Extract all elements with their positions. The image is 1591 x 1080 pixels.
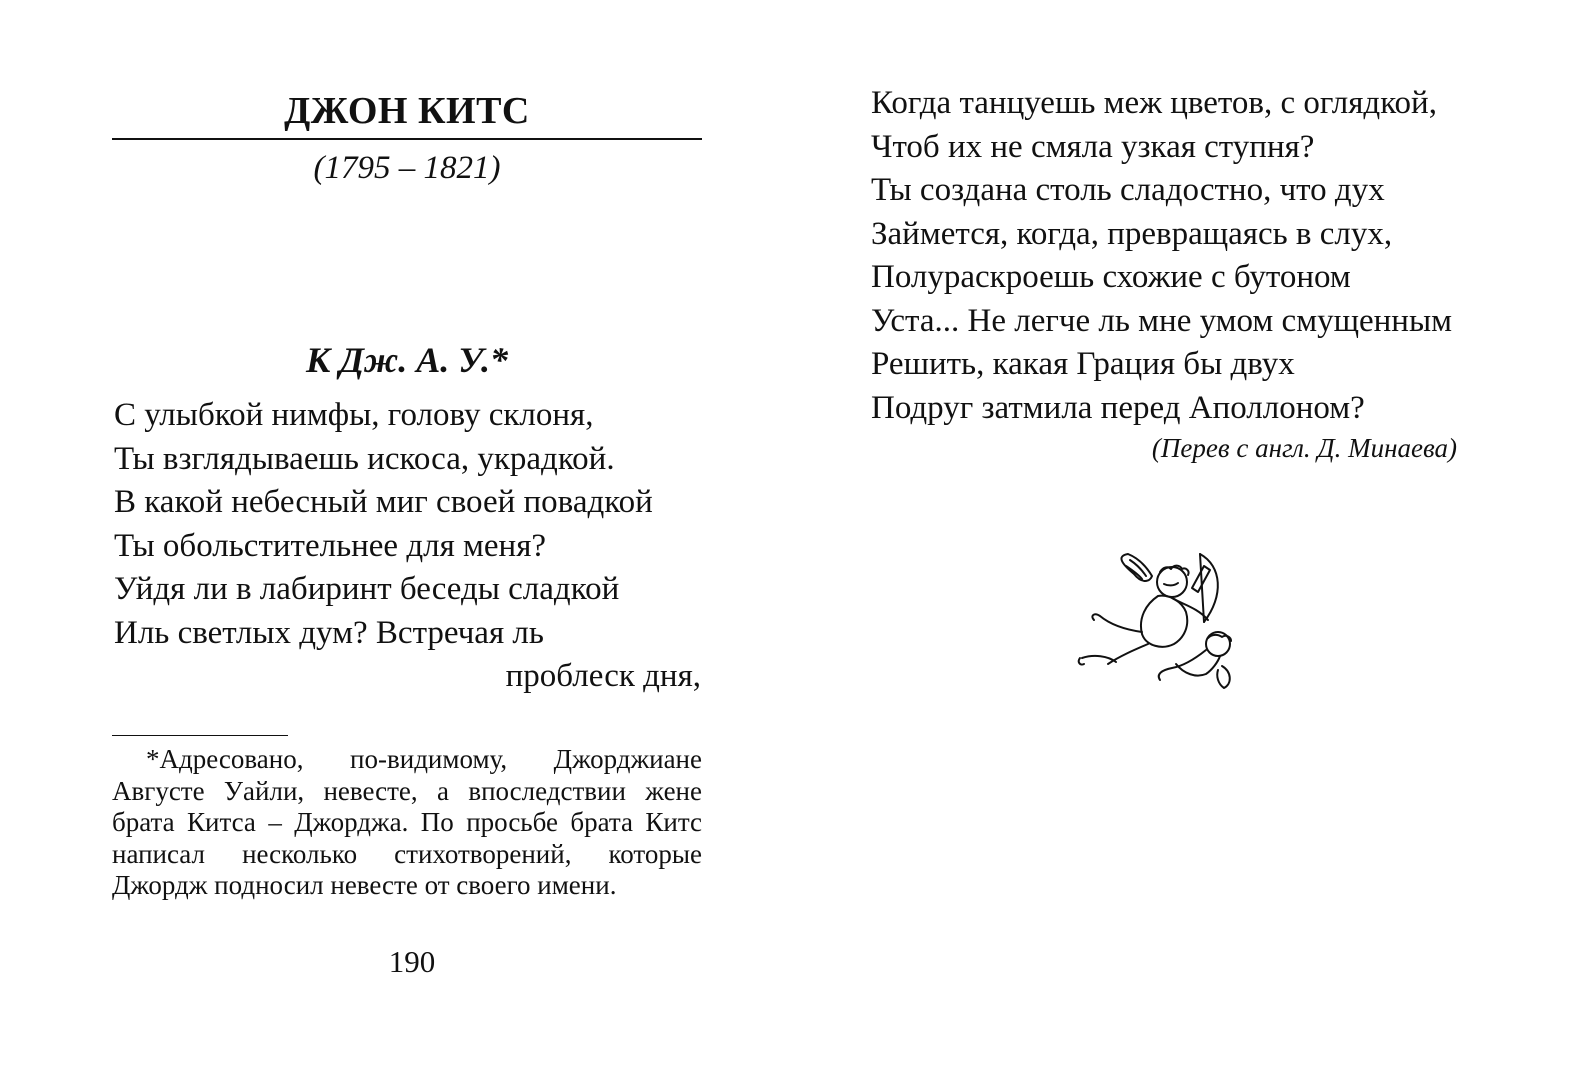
poem-line: Ты обольстительнее для меня?	[114, 527, 547, 564]
poem-line: Иль светлых дум? Встречая ль	[114, 614, 544, 651]
footnote-line: брата Китса – Джорджа. По просьбе брата Китс	[112, 807, 702, 837]
footnote	[112, 744, 702, 902]
poem-line: Когда танцуешь меж цветов, с оглядкой,	[871, 85, 1437, 121]
poem-line: Полураскроешь схожие с бутоном	[871, 259, 1351, 295]
author-underline-divider	[112, 138, 702, 140]
poem-title: К Дж. А. У.*	[305, 340, 509, 380]
footnote-line: Августе Уайли, невесте, а впоследствии жене	[112, 775, 702, 806]
poem-stanza-right	[871, 82, 1471, 430]
poem-line: Чтоб их не смяла узкая ступня?	[871, 128, 1315, 165]
poem-line: С улыбкой нимфы, голову склоня,	[114, 397, 594, 433]
poem-stanza-left	[114, 394, 704, 699]
page-number: 190	[388, 944, 436, 979]
footnote-line: написал несколько стихотворений, которые	[112, 838, 702, 869]
translator-credit: (Перев с англ. Д. Минаева)	[1151, 433, 1457, 463]
poem-line: Подруг затмила перед Аполлоном?	[871, 389, 1365, 426]
poem-line: Решить, какая Грация бы двух	[871, 346, 1295, 382]
poem-line: В какой небесный миг своей повадкой	[114, 484, 653, 520]
right-page	[800, 0, 1591, 1080]
footnote-divider	[112, 735, 288, 736]
footnote-line: Джордж подносил невесте от своего имени.	[112, 870, 617, 900]
poem-line-continuation: проблеск дня,	[505, 658, 701, 694]
footnote-line: *Адресовано, по-видимому, Джорджиане	[146, 744, 702, 774]
author-years: (1795 – 1821)	[313, 150, 501, 186]
author-heading	[112, 86, 702, 190]
poem-line: Уста... Не легче ль мне умом смущенным	[871, 302, 1453, 339]
author-name: ДЖОН КИТС	[284, 90, 530, 132]
cupid-vignette-icon	[1072, 546, 1242, 696]
poem-line: Займется, когда, превращаясь в слух,	[871, 215, 1393, 252]
poem-line: Ты создана столь сладостно, что дух	[871, 172, 1385, 208]
poem-line: Ты взглядываешь искоса, украдкой.	[114, 440, 615, 477]
poem-line: Уйдя ли в лабиринт беседы сладкой	[114, 571, 620, 607]
